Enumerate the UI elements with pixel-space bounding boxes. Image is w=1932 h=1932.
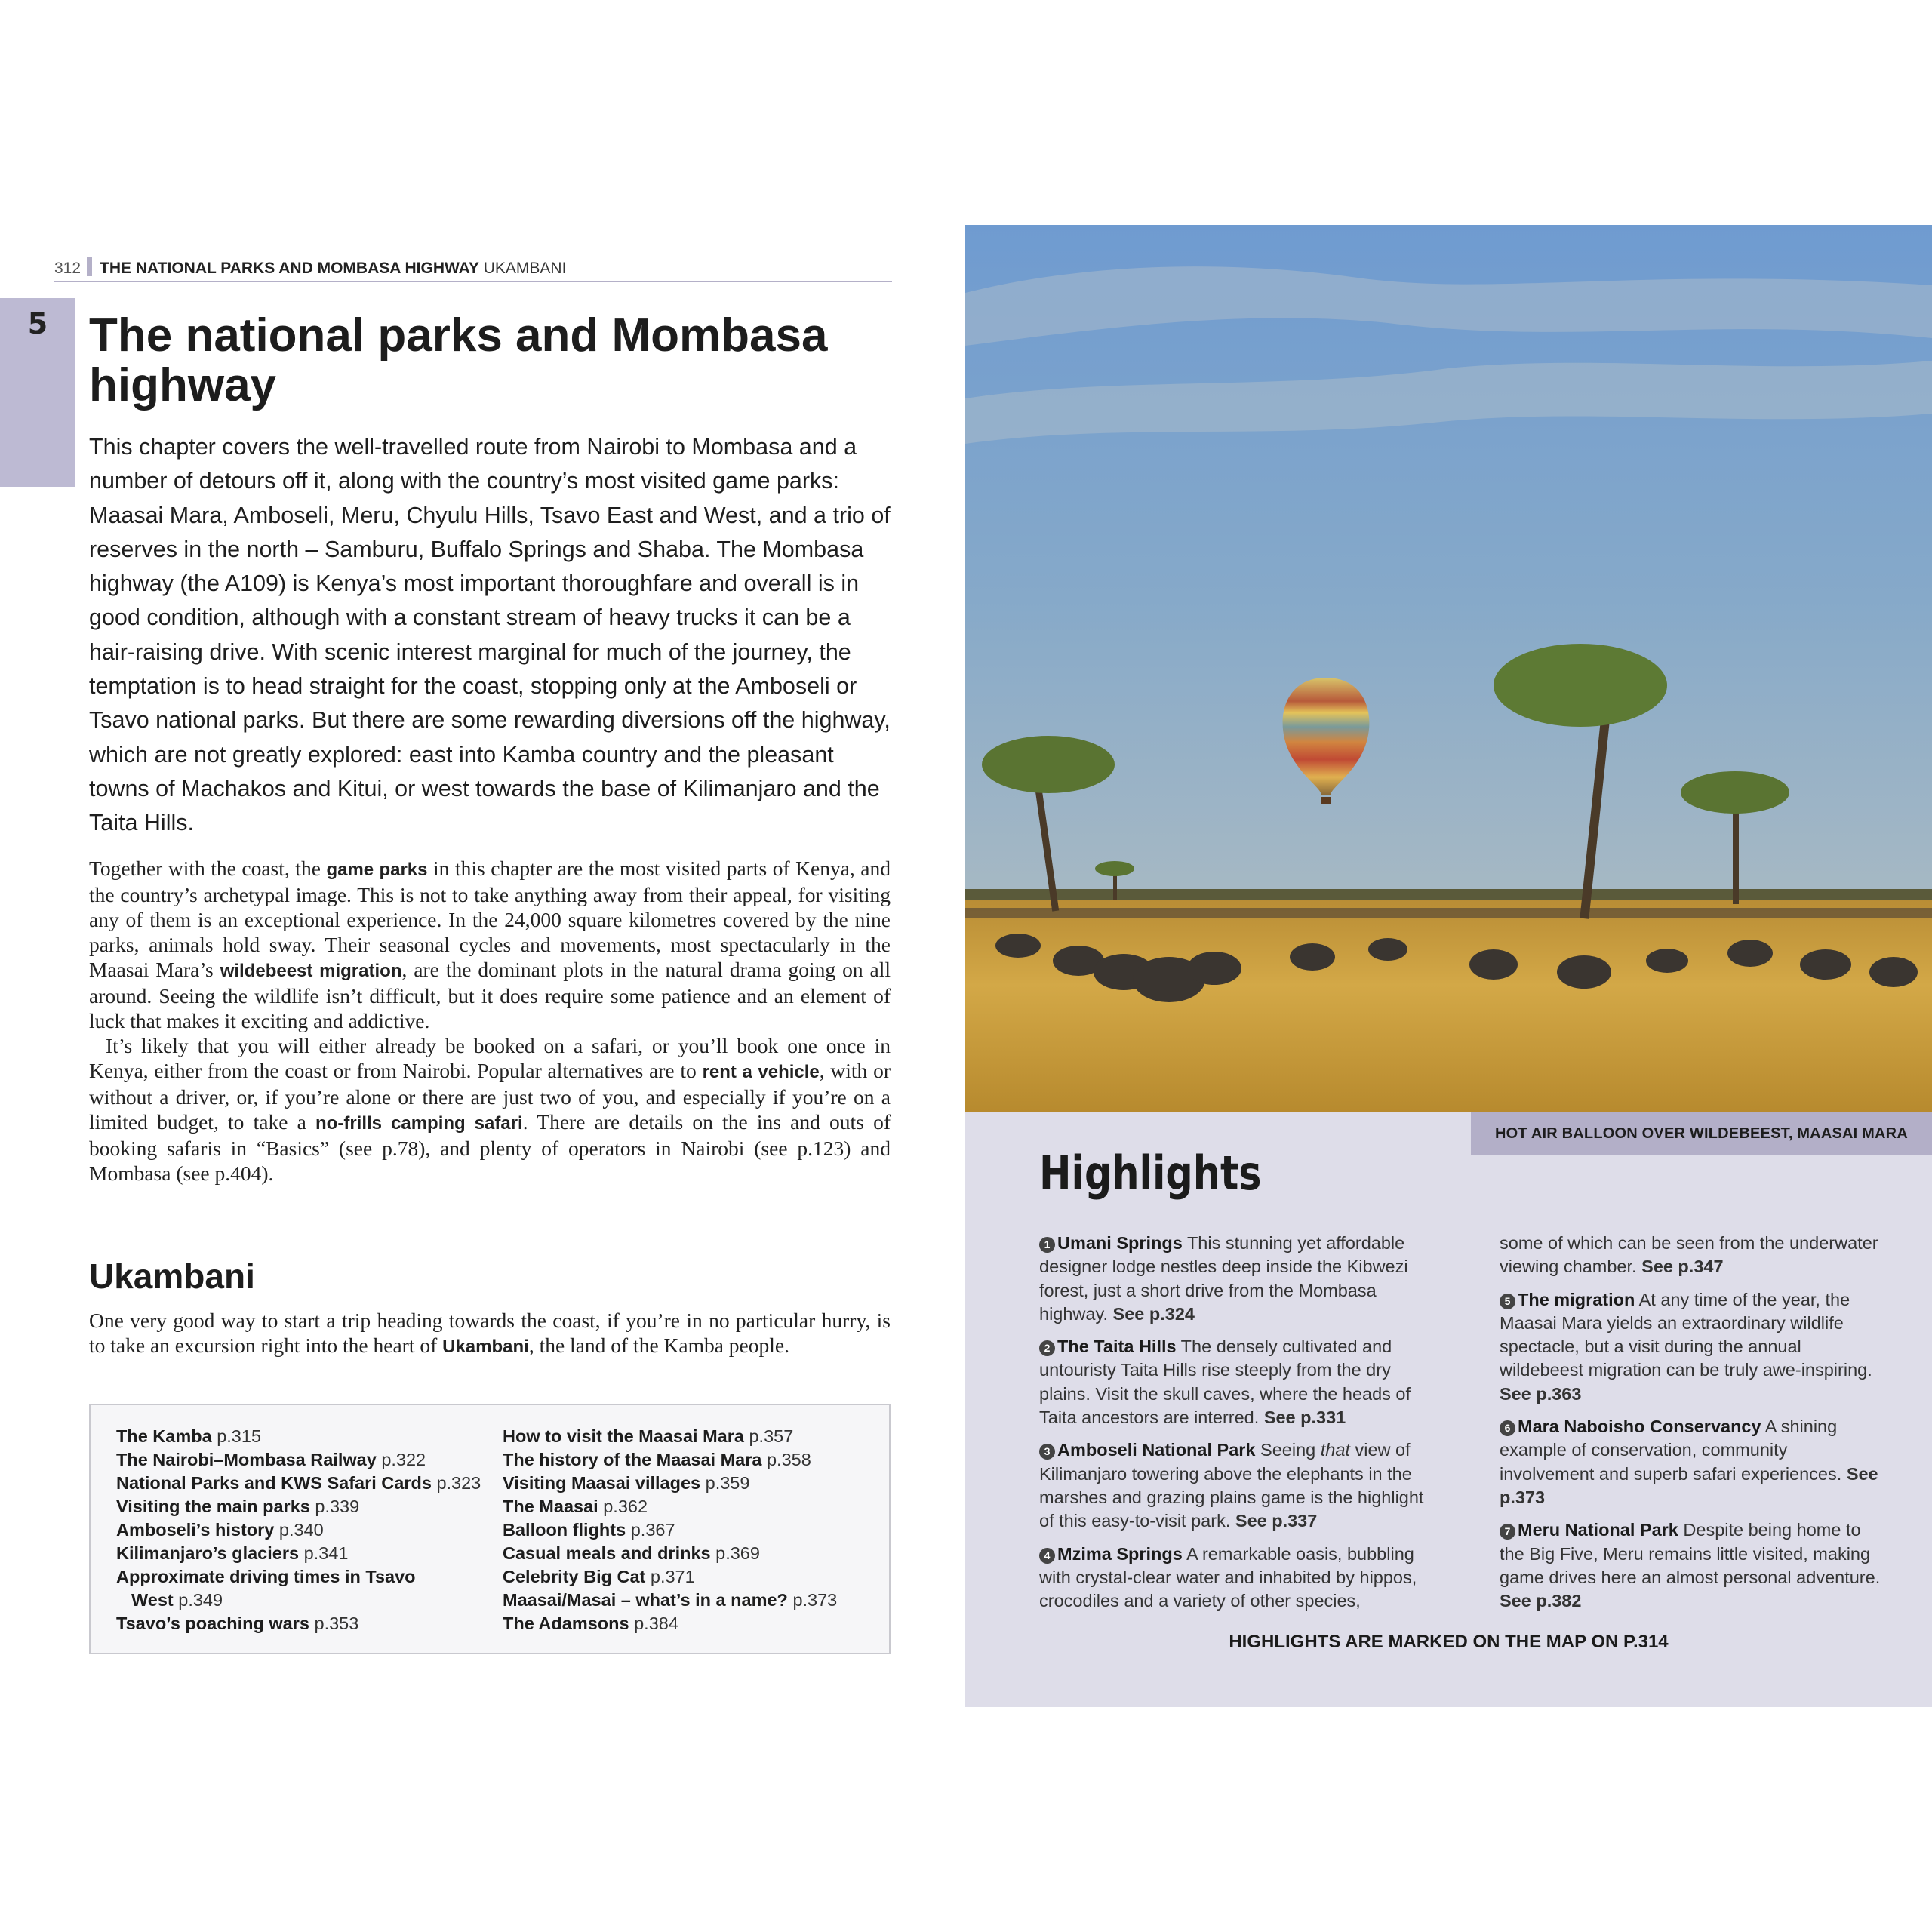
contents-item-title: The history of the Maasai Mara [503,1450,762,1469]
highlight-see-link[interactable]: See p.363 [1500,1383,1582,1404]
contents-item[interactable] [503,1472,889,1495]
highlight-continuation: some of which can be seen from the underwater viewing chamber. See p.347 [1500,1233,1878,1277]
running-head-subsection: UKAMBANI [483,260,567,277]
highlight-see-link[interactable]: See p.331 [1263,1407,1346,1428]
highlight-name: Amboseli National Park [1057,1440,1256,1460]
contents-item-page: p.315 [217,1426,262,1446]
contents-item[interactable] [116,1495,503,1518]
highlight-item: 7 Meru National Park Despite being home to the Big Five, Meru remains little visited, making game drives here an almost personal adventure. See p.382 [1500,1520,1881,1611]
highlights-panel [965,1112,1932,1707]
chapter-intro: This chapter covers the well-travelled route from Nairobi to Mombasa and a number of detours off it, along with the country’s most visited game parks: Maasai Mara, Amboseli, Meru, Chyulu Hills, Tsavo East and West, and a trio of reserves in the north – Samburu, Buffalo Springs and Shaba. The Mombasa highway (the A109) is Kenya’s most important thoroughfare and overall is in good condition, although with a constant stream of heavy trucks it can be a hair-raising drive. With scenic interest marginal for much of the journey, the temptation is to head straight for the coast, stopping only at the Amboseli or Tsavo national parks. But there are some rewarding diversions off the highway, which are not greatly explored: east into Kamba country and the pleasant towns of Machakos and Kitui, or west towards the base of Kilimanjaro and the Taita Hills. [89,434,891,836]
contents-item[interactable] [116,1425,503,1448]
highlight-see-link[interactable]: See p.347 [1641,1257,1724,1277]
section-text: One very good way to start a trip heading towards the coast, if you’re in no particular hurry, is to take an excursion right into the heart of Ukambani, the land of the Kamba people. [89,1309,891,1357]
contents-item-page: p.371 [650,1567,695,1586]
highlight-number-2: 2 [1039,1340,1055,1356]
highlight-name: The Taita Hills [1057,1337,1177,1357]
running-head [54,257,892,282]
contents-item-title: The Nairobi–Mombasa Railway [116,1450,377,1469]
contents-right-column [503,1425,889,1653]
contents-item-page: p.339 [315,1497,360,1516]
contents-item-title: Kilimanjaro’s glaciers [116,1543,300,1563]
contents-item[interactable] [503,1448,889,1472]
term-game-parks: game parks [326,860,428,880]
contents-item-page: p.341 [303,1543,349,1563]
highlight-name: The migration [1518,1289,1635,1309]
contents-item-page: p.340 [278,1520,324,1540]
highlight-number-7: 7 [1500,1524,1515,1540]
contents-item-title: The Maasai [503,1497,598,1516]
contents-item[interactable] [116,1565,503,1612]
contents-item[interactable] [503,1565,889,1589]
contents-box [89,1404,891,1654]
highlight-item: 4 Mzima Springs A remarkable oasis, bubbling with crystal-clear water and inhabited by hippos, crocodiles and a variety of other species, [1039,1543,1417,1611]
contents-item-title: The Adamsons [503,1614,629,1633]
contents-item-title: Approximate driving times in Tsavo [116,1567,416,1586]
highlight-see-link[interactable]: See p.373 [1500,1463,1878,1507]
contents-item[interactable] [116,1448,503,1472]
contents-item-title: Visiting Maasai villages [503,1473,701,1493]
highlight-name: Mzima Springs [1057,1543,1183,1564]
photo-caption: HOT AIR BALLOON OVER WILDEBEEST, MAASAI MARA [1471,1112,1932,1155]
highlight-name: Mara Naboisho Conservancy [1518,1417,1761,1437]
contents-item[interactable] [503,1612,889,1635]
contents-item-title: Amboseli’s history [116,1520,275,1540]
contents-item-page: p.359 [705,1473,750,1493]
contents-item[interactable] [503,1425,889,1448]
body-paragraph-2: It’s likely that you will either already be booked on a safari, or you’ll book one once in Kenya, either from the coast or from Nairobi. Popular alternatives are to rent a vehicle, with or without a driver, or, if you’re alone or there are just two of you, and especially if you’re on a limited budget, to take a no-frills camping safari. There are details on the ins and outs of booking safaris in “Basics” (see p.78), and plenty of operators in Nairobi (see p.123) and Mombasa (see p.404). [89,1034,891,1185]
contents-item[interactable] [116,1472,503,1495]
highlight-see-link[interactable]: See p.382 [1500,1591,1582,1611]
highlight-see-link[interactable]: See p.337 [1235,1511,1318,1531]
highlights-right-column [1500,1232,1884,1622]
highlight-item: 2 The Taita Hills The densely cultivated and untouristy Taita Hills rise steeply from the dry plains. Visit the skull caves, where the heads of Taita ancestors are interred. See p.331 [1039,1337,1411,1428]
highlights-columns [1039,1232,1884,1622]
contents-item-wrap [116,1589,503,1612]
contents-item[interactable] [116,1612,503,1635]
highlight-number-4: 4 [1039,1548,1055,1564]
contents-item-page: p.357 [749,1426,794,1446]
highlight-item: 6 Mara Naboisho Conservancy A shining example of conservation, community involvement and superb safari experiences. See p.373 [1500,1417,1878,1507]
highlights-title: Highlights [1039,1146,1262,1201]
contents-item-title: The Kamba [116,1426,212,1446]
term-wildebeest-migration: wildebeest migration [220,961,402,981]
contents-item-page: p.362 [603,1497,648,1516]
contents-item-page: p.323 [436,1473,481,1493]
contents-item-title: Casual meals and drinks [503,1543,711,1563]
chapter-number: 5 [27,307,48,340]
contents-item-title: Celebrity Big Cat [503,1567,651,1586]
highlight-item: 1 Umani Springs This stunning yet affordable designer lodge nestles deep inside the Kibwezi forest, just a short drive from the Mombasa highway. See p.324 [1039,1233,1408,1324]
term-rent-a-vehicle: rent a vehicle [702,1062,820,1082]
highlight-number-1: 1 [1039,1237,1055,1253]
contents-item-title: National Parks and KWS Safari Cards [116,1473,432,1493]
contents-item[interactable] [503,1542,889,1565]
photo-balloon-wildebeest [965,225,1932,1112]
contents-item-title: Balloon flights [503,1520,626,1540]
contents-item-page: p.367 [630,1520,675,1540]
term-camping-safari: no-frills camping safari [315,1113,523,1134]
highlight-item: 5 The migration At any time of the year, the Maasai Mara yields an extraordinary wildlife spectacle, but a visit during the annual wildebeest migration can be truly awe-inspiring. See p.363 [1500,1289,1872,1404]
contents-item-page: p.353 [314,1614,359,1633]
contents-item-title: How to visit the Maasai Mara [503,1426,744,1446]
contents-item-page: p.322 [381,1450,426,1469]
contents-item[interactable] [503,1518,889,1542]
contents-item-page: p.369 [715,1543,760,1563]
contents-item-page: p.384 [634,1614,678,1633]
highlight-name: Umani Springs [1057,1233,1183,1253]
highlights-left-column [1039,1232,1424,1622]
running-head-section: THE NATIONAL PARKS AND MOMBASA HIGHWAY [100,260,479,277]
highlight-number-5: 5 [1500,1294,1515,1309]
highlights-footer: HIGHLIGHTS ARE MARKED ON THE MAP ON P.314 [1229,1632,1669,1652]
running-head-bar [87,257,92,276]
contents-item-page: p.373 [792,1590,838,1610]
term-ukambani: Ukambani [442,1337,529,1357]
body-paragraph-1: Together with the coast, the game parks in this chapter are the most visited parts of Kenya, and the country’s archetypal image. This is not to take anything away from their appeal, for visiting any of them is an exceptional experience. In the 24,000 square kilometres covered by the nine parks, animals hold sway. Their seasonal cycles and movements, most spectacularly in the Maasai Mara’s wildebeest migration, are the dominant plots in the natural drama going on all around. Seeing the wildlife isn’t difficult, but it does require some patience and an element of luck that makes it exciting and addictive. [89,857,891,1032]
body-text [89,856,891,1186]
contents-left-column [116,1425,503,1653]
section-title: Ukambani [89,1257,255,1296]
chapter-title: The national parks and Mombasa highway [89,309,828,411]
contents-item[interactable] [503,1495,889,1518]
chapter-tab [0,298,75,487]
highlight-number-6: 6 [1500,1420,1515,1436]
contents-item-title: Visiting the main parks [116,1497,310,1516]
contents-item-title: Maasai/Masai – what’s in a name? [503,1590,788,1610]
highlight-name: Meru National Park [1518,1520,1678,1540]
contents-item[interactable] [116,1518,503,1542]
highlight-number-3: 3 [1039,1444,1055,1460]
contents-item-page: p.358 [766,1450,811,1469]
contents-item[interactable] [503,1589,889,1612]
contents-item-title: Tsavo’s poaching wars [116,1614,309,1633]
highlight-see-link[interactable]: See p.324 [1112,1303,1195,1324]
contents-item-title-cont: West [131,1590,174,1610]
highlight-item: 3 Amboseli National Park Seeing that view of Kilimanjaro towering above the elephants in the marshes and grazing plains game is the highlight of this easy-to-visit park. See p.337 [1039,1440,1424,1531]
contents-item[interactable] [116,1542,503,1565]
page-number: 312 [54,260,82,277]
contents-item-page: p.349 [178,1590,223,1610]
